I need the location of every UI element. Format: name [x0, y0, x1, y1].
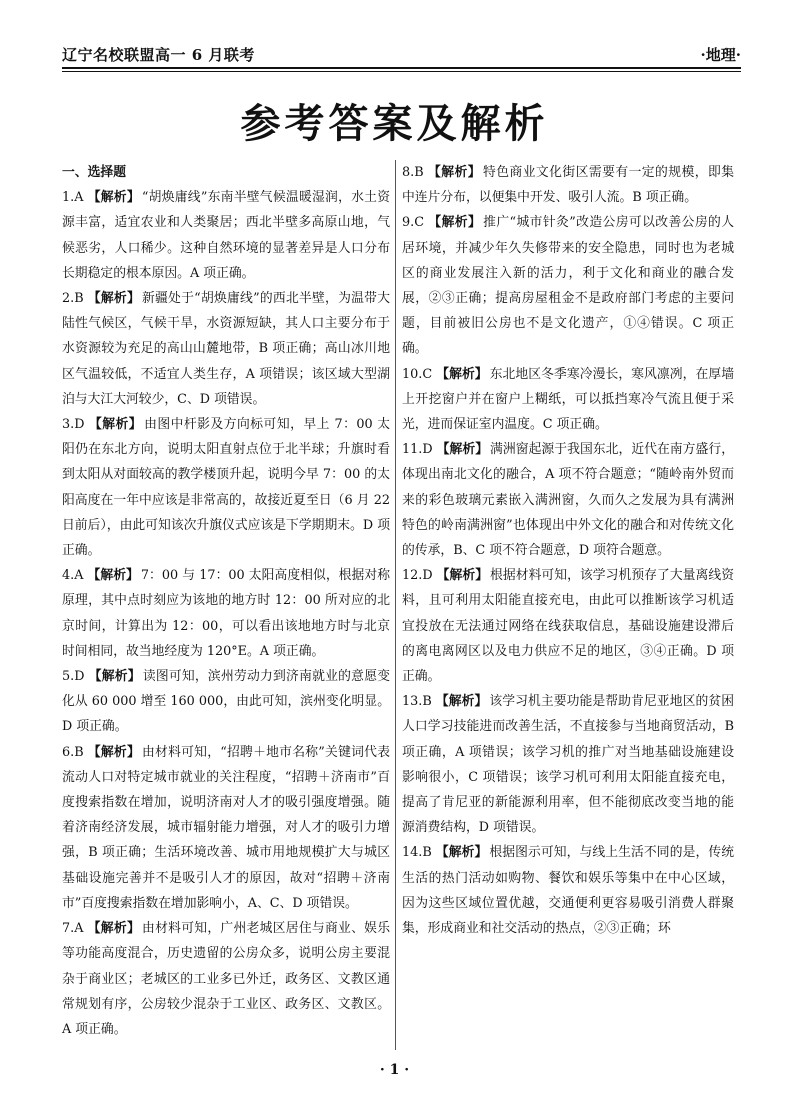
answer-item-12: 12.D 【解析】 根据材料可知，该学习机预存了大量离线资料，且可利用太阳能直接充电，由此可以推断该学习机适宜投放在无法通过网络在线获取信息，基础设施建设滞后的离电离网区以及电力供应不足的地区，③④正确。D 项正确。	[402, 568, 735, 685]
answer-item-1: 1.A 【解析】 “胡焕庸线”东南半壁气候温暖湿润，水土资源丰富，适宜农业和人类聚居；西北半壁多高原山地，气候恶劣，人口稀少。这种自然环境的显著差异是人口分布长期稳定的根本原因。A 项正确。	[62, 190, 390, 281]
answer-item-8: 8.B 【解析】 特色商业文化街区需要有一定的规模，即集中连片分布，以便集中开发、吸引人流。B 项正确。	[402, 165, 735, 206]
exam-name: 辽宁名校联盟高一 6 月联考	[62, 46, 255, 64]
answer-item-2: 2.B 【解析】 新疆处于“胡焕庸线”的西北半壁，为温带大陆性气候区，气候干旱，水资源短缺，其人口主要分布于水资源较为充足的高山山麓地带，B 项正确；高山冰川地区气温较低，不适宜人类生存，A 项错误；该区域大型湖泊与大江大河较少，C、D 项错误。	[62, 291, 390, 407]
answer-item-7: 7.A 【解析】 由材料可知，广州老城区居住与商业、娱乐等功能高度混合，历史遗留的公房众多，说明公房主要混杂于商业区；老城区的工业多已外迁，政务区、文教区通常规划有序，公房较少混杂于工业区、政务区、文教区。A 项正确。	[62, 921, 391, 1037]
answer-item-9: 9.C 【解析】 推广“城市针灸”改造公房可以改善公房的人居环境，并减少年久失修带来的安全隐患，同时也为老城区的商业发展注入新的活力，利于文化和商业的融合发展，②③正确；提高房屋租金不是政府部门考虑的主要问题，目前被旧公房也不是文化遗产，①④错误。C 项正确。	[402, 215, 734, 357]
left-column	[62, 160, 390, 1042]
page-header	[62, 40, 741, 68]
page-number: · 1 ·	[379, 1062, 410, 1078]
answer-item-13: 13.B 【解析】 该学习机主要功能是帮助肯尼亚地区的贫困人口学习技能进而改善生活，不直接参与当地商贸活动，B 项正确，A 项错误；该学习机的推广对当地基础设施建设影响很小，C 项错误；该学习机可利用太阳能直接充电，提高了肯尼亚的新能源利用率，但不能彻底改变当地的能源消费结构，D 项错误。	[402, 694, 735, 836]
answer-item-6: 6.B 【解析】 由材料可知，“招聘＋地市名称”关键词代表流动人口对特定城市就业的关注程度，“招聘＋济南市”百度搜索指数在增加，说明济南对人才的吸引强度增强。随着济南经济发展，城市辐射能力增强，对人才的吸引力增强，B 项正确；生活环境改善、城市用地规模扩大与城区基础设施完善并不是吸引人才的原因，故对“招聘＋济南市”百度搜索指数在增加影响小，A、C、D 项错误。	[62, 744, 390, 911]
header-rule-thin	[62, 71, 741, 72]
subject-label: ·地理·	[700, 46, 741, 64]
header-rule	[62, 67, 741, 69]
answer-item-10: 10.C 【解析】 东北地区冬季寒冷漫长，寒风凛冽，在厚墙上开挖窗户并在窗户上糊纸，可以抵挡寒冷气流且便于采光，进而保证室内温度。C 项正确。	[402, 366, 735, 433]
answer-item-5: 5.D 【解析】 读图可知，滨州劳动力到济南就业的意愿变化从 60 000 增至 160 000，由此可知，滨州变化明显。D 项正确。	[62, 669, 391, 735]
answer-item-11: 11.D 【解析】 满洲窗起源于我国东北，近代在南方盛行，体现出南北文化的融合，A 项不符合题意；“随岭南外贸而来的彩色玻璃元素嵌入满洲窗，久而久之发展为具有满洲特色的岭南满洲窗”也体现出中外文化的融合和对传统文化的传承，B、C 项不符合题意，D 项符合题意。	[402, 442, 735, 559]
answer-item-3: 3.D 【解析】 由图中杆影及方向标可知，早上 7：00 太阳仍在东北方向，说明太阳直射点位于北半球；升旗时看到太阳从对面较高的教学楼顶升起，说明今早 7：00 的太阳高度在一年中应该是非常高的，故接近夏至日（6 月 22 日前后），由此可知该次升旗仪式应该是下学期期末。D 项正确。	[62, 417, 391, 559]
column-divider	[395, 160, 396, 1050]
page-title: 参考答案及解析	[240, 101, 549, 147]
right-column	[402, 160, 734, 941]
answer-item-14: 14.B 【解析】 根据图示可知，与线上生活不同的是，传统生活的热门活动如购物、餐饮和娱乐等集中在中心区域，因为这些区域位置优越，交通便利更容易吸引消费人群聚集，形成商业和社交活动的热点，②③正确；环	[402, 845, 735, 937]
answer-item-4: 4.A 【解析】 7：00 与 17：00 太阳高度相似，根据对称原理，其中点时刻应为该地的地方时 12：00 所对应的北京时间，计算出为 12：00，可以看出该地地方时与北京时间相同，故当地经度为 120°E。A 项正确。	[62, 568, 390, 659]
section-heading: 一、选择题	[62, 165, 126, 180]
